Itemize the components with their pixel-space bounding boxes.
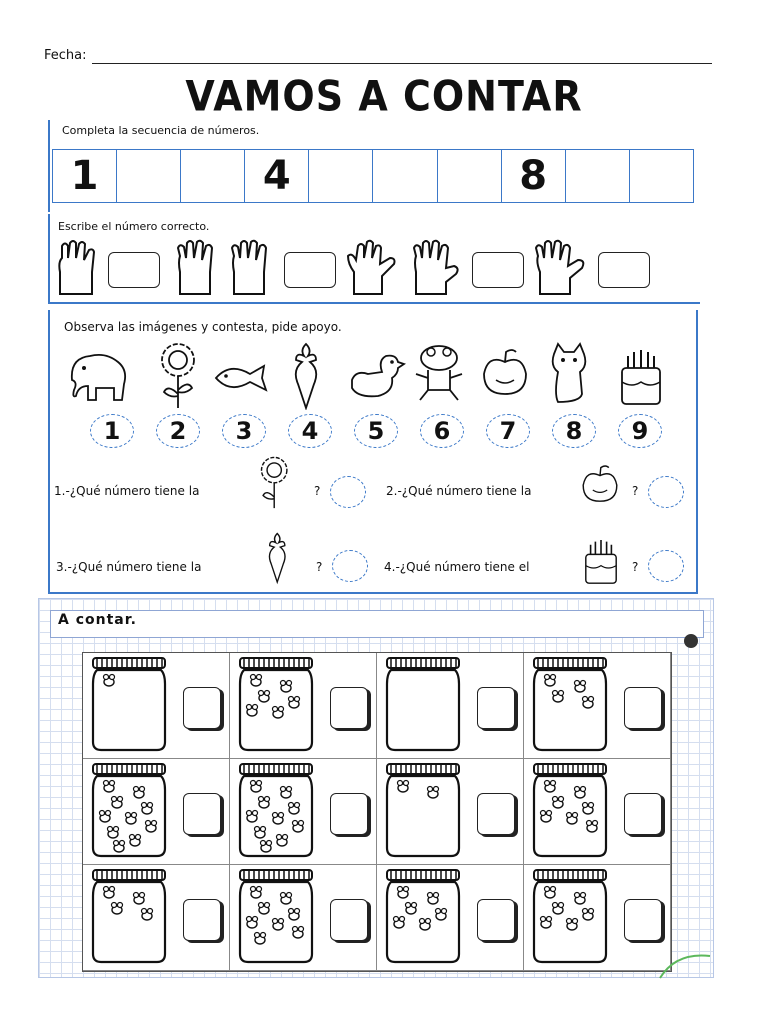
bee-icon (567, 813, 578, 825)
sequence-cell[interactable] (181, 150, 245, 202)
bee-icon (281, 893, 292, 905)
jar-cell (524, 865, 671, 971)
bee-icon (545, 781, 556, 793)
pictures-row (66, 340, 706, 416)
frog-icon (410, 340, 468, 410)
sequence-cell[interactable]: 4 (245, 150, 309, 202)
cake-icon (612, 340, 670, 410)
sequence-cell[interactable] (117, 150, 181, 202)
answer-box[interactable] (108, 252, 160, 288)
bee-icon (293, 821, 304, 833)
jar-cell (83, 865, 230, 971)
bee-icon (541, 811, 552, 823)
bee-icon (428, 787, 439, 799)
answer-box[interactable] (624, 899, 662, 941)
jar-cell (377, 865, 524, 971)
answer-circle[interactable] (648, 476, 684, 508)
bee-icon (259, 691, 270, 703)
answer-box[interactable] (183, 899, 221, 941)
jar-icon (236, 762, 320, 862)
bee-icon (553, 903, 564, 915)
answer-box[interactable] (330, 793, 368, 835)
elephant-icon (66, 340, 132, 410)
bee-icon (251, 675, 262, 687)
hand-icon (344, 238, 400, 296)
bee-icon (545, 675, 556, 687)
bee-icon (112, 903, 123, 915)
bee-icon (420, 919, 431, 931)
jar-icon (236, 656, 320, 756)
answer-box[interactable] (477, 687, 515, 729)
bee-icon (583, 697, 594, 709)
bee-icon (567, 919, 578, 931)
bee-icon (575, 893, 586, 905)
bee-icon (289, 803, 300, 815)
sequence-cell[interactable] (566, 150, 630, 202)
number-label: 1 (90, 414, 134, 448)
sequence-cell[interactable] (373, 150, 437, 202)
bee-icon (259, 797, 270, 809)
number-label: 5 (354, 414, 398, 448)
answer-circle[interactable] (330, 476, 366, 508)
bee-icon (575, 681, 586, 693)
flower-icon (150, 340, 208, 410)
bee-icon (100, 811, 111, 823)
answer-box[interactable] (284, 252, 336, 288)
bee-icon (273, 813, 284, 825)
bee-icon (428, 893, 439, 905)
sequence-instruction: Completa la secuencia de números. (62, 124, 260, 137)
jar-cell (377, 759, 524, 865)
bee-icon (142, 909, 153, 921)
bee-icon (255, 827, 266, 839)
jar-cell (230, 759, 377, 865)
answer-box[interactable] (477, 793, 515, 835)
answer-box[interactable] (598, 252, 650, 288)
hand-icon (52, 238, 102, 296)
bee-icon (398, 887, 409, 899)
bee-icon (406, 903, 417, 915)
question-3: 3.-¿Qué número tiene la (56, 560, 202, 574)
bee-icon (281, 681, 292, 693)
bee-icon (108, 827, 119, 839)
bee-icon (587, 821, 598, 833)
bee-icon (545, 887, 556, 899)
duck-icon (342, 340, 406, 410)
jar-icon (530, 762, 614, 862)
bee-icon (104, 675, 115, 687)
bee-icon (104, 887, 115, 899)
question-mark: ? (632, 560, 639, 574)
number-label: 6 (420, 414, 464, 448)
question-mark: ? (314, 484, 321, 498)
bee-icon (541, 917, 552, 929)
counting-title-bar (50, 610, 704, 638)
bee-icon (293, 927, 304, 939)
answer-box[interactable] (183, 687, 221, 729)
answer-box[interactable] (477, 899, 515, 941)
answer-box[interactable] (330, 687, 368, 729)
fecha-line[interactable] (92, 63, 712, 64)
jar-icon (383, 656, 467, 756)
cat-icon (540, 340, 598, 410)
bee-icon (261, 841, 272, 853)
answer-box[interactable] (330, 899, 368, 941)
bee-icon (130, 835, 141, 847)
hand-icon (530, 238, 590, 296)
answer-box[interactable] (624, 793, 662, 835)
apple-icon (572, 458, 628, 506)
images-instruction: Observa las imágenes y contesta, pide apoyo. (64, 320, 342, 334)
jar-icon (383, 762, 467, 862)
bee-icon (394, 917, 405, 929)
bee-icon (259, 903, 270, 915)
jar-icon (89, 868, 173, 968)
bee-icon (142, 803, 153, 815)
question-4: 4.-¿Qué número tiene el (384, 560, 530, 574)
jar-cell (230, 865, 377, 971)
sequence-cell[interactable] (438, 150, 502, 202)
bee-icon (583, 909, 594, 921)
jar-cell (524, 759, 671, 865)
hand-icon (408, 238, 464, 296)
bee-icon (273, 919, 284, 931)
hands-instruction: Escribe el número correcto. (58, 220, 210, 233)
answer-box[interactable] (624, 687, 662, 729)
bee-icon (104, 781, 115, 793)
question-mark: ? (632, 484, 639, 498)
cake-icon (576, 532, 626, 588)
jar-cell (83, 653, 230, 759)
bee-icon (247, 705, 258, 717)
jar-cell (524, 653, 671, 759)
sequence-cell[interactable] (309, 150, 373, 202)
question-2: 2.-¿Qué número tiene la (386, 484, 532, 498)
bee-icon (289, 697, 300, 709)
sequence-table (52, 149, 694, 203)
sequence-cell[interactable] (630, 150, 693, 202)
jar-icon (236, 868, 320, 968)
bee-icon (277, 835, 288, 847)
bee-icon (436, 909, 447, 921)
corner-decoration-icon (656, 950, 712, 980)
answer-circle[interactable] (332, 550, 368, 582)
fecha-label: Fecha: (44, 48, 87, 63)
number-label: 3 (222, 414, 266, 448)
hands-row (52, 238, 692, 296)
number-label: 7 (486, 414, 530, 448)
answer-box[interactable] (472, 252, 524, 288)
bee-icon (281, 787, 292, 799)
bee-icon (247, 917, 258, 929)
number-label: 2 (156, 414, 200, 448)
bee-icon (273, 707, 284, 719)
jar-icon (89, 762, 173, 862)
numbers-row (66, 414, 706, 454)
bee-icon (255, 933, 266, 945)
carrot-icon (256, 524, 300, 590)
bee-icon (126, 813, 137, 825)
fish-icon (212, 340, 270, 410)
answer-box[interactable] (183, 793, 221, 835)
ladybug-icon (684, 634, 698, 648)
bee-icon (553, 797, 564, 809)
jar-icon (89, 656, 173, 756)
number-label: 9 (618, 414, 662, 448)
counting-title: A contar. (58, 612, 137, 628)
carrot-icon (278, 340, 336, 410)
bee-icon (247, 811, 258, 823)
jar-icon (530, 656, 614, 756)
bee-icon (583, 803, 594, 815)
bee-icon (114, 841, 125, 853)
number-label: 8 (552, 414, 596, 448)
jar-cell (83, 759, 230, 865)
hand-icon (172, 238, 222, 296)
sequence-cell[interactable]: 8 (502, 150, 566, 202)
bee-icon (289, 909, 300, 921)
flower-icon (252, 450, 298, 514)
sequence-cell[interactable]: 1 (53, 150, 117, 202)
bee-icon (553, 691, 564, 703)
jar-cell (377, 653, 524, 759)
number-label: 4 (288, 414, 332, 448)
jar-icon (530, 868, 614, 968)
page-title: VAMOS A CONTAR (185, 71, 583, 121)
bee-icon (112, 797, 123, 809)
question-1: 1.-¿Qué número tiene la (54, 484, 200, 498)
jar-icon (383, 868, 467, 968)
bee-icon (146, 821, 157, 833)
bee-icon (398, 781, 409, 793)
bee-icon (134, 893, 145, 905)
bee-icon (251, 781, 262, 793)
jar-cell (230, 653, 377, 759)
bee-icon (134, 787, 145, 799)
bee-icon (575, 787, 586, 799)
bee-icon (251, 887, 262, 899)
answer-circle[interactable] (648, 550, 684, 582)
jars-grid (82, 652, 672, 972)
hand-icon (226, 238, 276, 296)
apple-icon (476, 340, 534, 410)
question-mark: ? (316, 560, 323, 574)
